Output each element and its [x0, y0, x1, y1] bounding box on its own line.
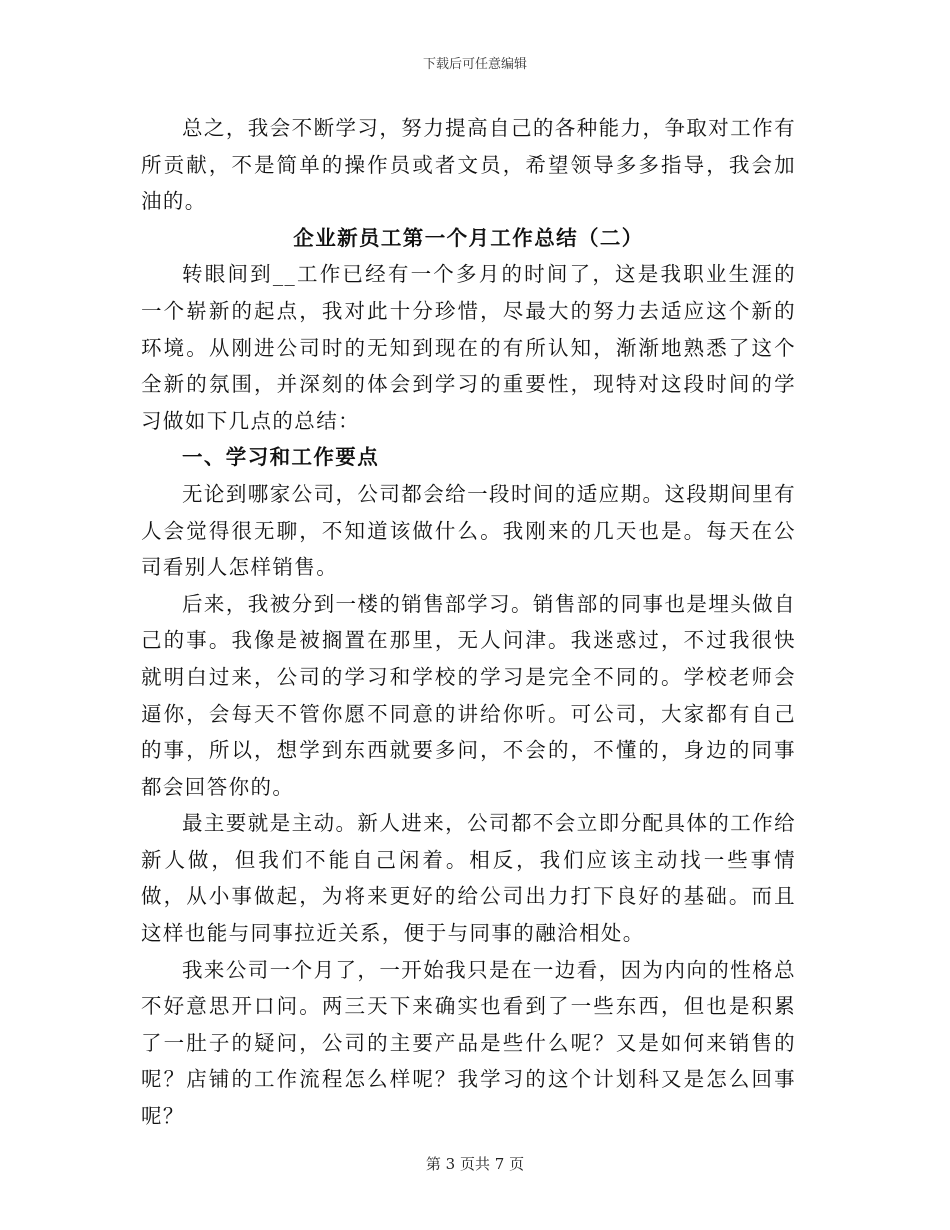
intro-paragraph: 总之，我会不断学习，努力提高自己的各种能力，争取对工作有所贡献，不是简单的操作员或者文员，希望领导多多指导，我会加油的。 [141, 116, 796, 214]
paragraph-5: 我来公司一个月了，一开始我只是在一边看，因为内向的性格总不好意思开口问。两三天下来确实也看到了一些东西，但也是积累了一肚子的疑问，公司的主要产品是些什么呢？又是如何来销售的呢？店铺的工作流程怎么样呢？我学习的这个计划科又是怎么回事呢？ [141, 957, 796, 1129]
paragraph-3: 后来，我被分到一楼的销售部学习。销售部的同事也是埋头做自己的事。我像是被搁置在那里，无人问津。我迷惑过，不过我很快就明白过来，公司的学习和学校的学习是完全不同的。学校老师会逼你，会每天不管你愿不同意的讲给你听。可公司，大家都有自己的事，所以，想学到东西就要多问，不会的，不懂的，身边的同事都会回答你的。 [141, 591, 796, 799]
page-number: 第 3 页共 7 页 [425, 1155, 525, 1173]
paragraph-1: 转眼间到__工作已经有一个多月的时间了，这是我职业生涯的一个崭新的起点，我对此十分珍惜，尽最大的努力去适应这个新的环境。从刚进公司时的无知到现在的有所认知，渐渐地熟悉了这个全新的氛围，并深刻的体会到学习的重要性，现特对这段时间的学习做如下几点的总结： [141, 262, 796, 433]
paragraph-4: 最主要就是主动。新人进来，公司都不会立即分配具体的工作给新人做，但我们不能自己闲着。相反，我们应该主动找一些事情做，从小事做起，为将来更好的给公司出力打下良好的基础。而且这样也能与同事拉近关系，便于与同事的融洽相处。 [141, 811, 796, 946]
header-note: 下载后可任意编辑 [422, 57, 527, 72]
document-title: 企业新员工第一个月工作总结（二） [293, 225, 644, 250]
document-body [141, 110, 796, 1135]
section-heading-1: 一、学习和工作要点 [182, 445, 380, 470]
paragraph-2: 无论到哪家公司，公司都会给一段时间的适应期。这段期间里有人会觉得很无聊，不知道该做什么。我刚来的几天也是。每天在公司看别人怎样销售。 [141, 481, 796, 580]
